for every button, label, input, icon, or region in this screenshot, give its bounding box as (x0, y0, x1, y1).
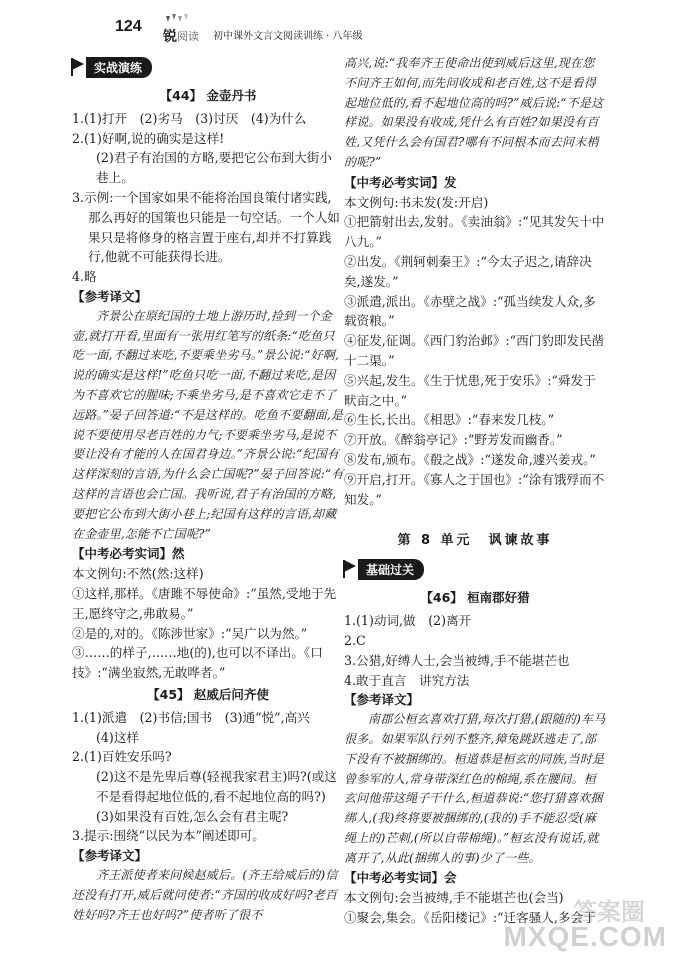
exercise-title-45: 【45】 赵威后问齐使 (147, 686, 269, 702)
logo-main-text: 锐 (163, 29, 177, 45)
reference-translation-continued: 高兴,说:“我奉齐王使命出使到威后这里,现在您不问齐王如何,而先问收成和老百姓,这不是看得起地位低的,看不起地位高的吗?”威后说:“不是这样说。如果没有收成,凭什么有百姓?如果没有百姓,又凭什么会有国君?哪有不问根本而去问末梢的呢?” (344, 56, 604, 169)
reference-translation: 齐景公在原纪国的土地上游历时,捡到一个金壶,就打开看,里面有一张用红笔写的纸条:“吃鱼只吃一面,不翻过来吃,不要乘坐劣马。”景公说:“好啊,说的确实是这样!”吃鱼只吃一面,不翻过来吃,是因为不喜欢它的腥味;不乘坐劣马,是不喜欢它走不了远路。”晏子回答道:“不是这样的。吃鱼不要翻面,是说不要使用尽老百姓的力气;不要乘坐劣马,是说不要让没有才能的人在国君身边。”齐景公说:“纪国有这样深刻的言语,为什么会亡国呢?”晏子回答说:“有这样的言语也会亡国。我听说,君子有治国的方略,要把它公布到大街小巷上;纪国有这样的言语,却藏在金壶里,怎能不亡国呢?” (72, 308, 344, 541)
book-title: 初中课外文言文阅读训练 · 八年级 (213, 31, 363, 42)
must-word-item: ②出发。《荆轲刺秦王》:“今太子迟之,请辞决矣,遂发。” (344, 253, 592, 289)
exercise-title-46: 【46】 桓南郡好猎 (420, 590, 530, 606)
must-word-example: 本文例句:书未发(发:开启) (344, 194, 489, 210)
flag-icon (70, 58, 84, 76)
reference-translation-label: 【参考译文】 (72, 288, 148, 304)
reference-translation-label: 【参考译文】 (344, 692, 420, 708)
reference-translation: 南郡公桓玄喜欢打猎,每次打猎,(跟随的)车马很多。如果军队行列不整齐,獐兔跳跃逃走了,部下没有不被捆绑的。桓道恭是桓玄的同族,当时是曾参军的人,常身带深红色的棉绳,系在腰间。桓玄问他带这绳子干什么,桓道恭说:“您打猎喜欢捆绑人,(我)终将要被捆绑的,(我的)手不能忍受(麻绳上的)芒刺,(所以自带棉绳)。”桓玄没有说话,就离开了,从此(捆绑人的事)少了一些。 (344, 712, 606, 865)
answer-line: (3)如果没有百姓,怎么会有君主呢? (96, 808, 289, 824)
must-word-label: 【中考必考实词】然 (72, 546, 185, 562)
must-word-item: ①这样,那样。《唐雎不辱使命》:“虽然,受地于先王,愿终守之,弗敢易。” (72, 585, 337, 621)
must-word-label: 【中考必考实词】会 (344, 870, 457, 886)
must-word-item: ⑧发布,颁布。《殽之战》:“遂发命,遽兴姜戎。” (344, 451, 596, 467)
section-tag-basics: 基础过关 (342, 558, 424, 580)
watermark-cn: 答案圈 (573, 898, 645, 926)
answer-line: 3.公猎,好缚人士,会当被缚,手不能堪芒也 (344, 652, 570, 668)
must-word-example: 本文例句:会当被缚,手不能堪芒也(会当) (344, 890, 564, 906)
must-word-example: 本文例句:不然(然:这样) (72, 566, 204, 582)
page-number: 124 (115, 18, 142, 35)
exercise-title-44: 【44】 金壶丹书 (159, 88, 257, 103)
must-word-item: ⑥生长,长出。《相思》:“春来发几枝。” (344, 412, 555, 428)
must-word-item: ⑨开启,打开。《寡人之于国也》:“涂有饿殍而不知发。” (344, 471, 605, 507)
answer-line: 4.略 (72, 269, 97, 285)
left-column (72, 54, 344, 925)
answer-line: (2)这不是先卑后尊(轻视我家君主)吗?(或这不是看得起地位低的,看不起地位高的吗?) (96, 769, 337, 804)
answer-line: 1.(1)派遣 (2)书信;国书 (3)通“悦”,高兴 (72, 709, 310, 725)
answer-line: 2.C (344, 632, 366, 648)
must-word-item: ②是的,对的。《陈涉世家》:“吴广以为然。” (72, 625, 308, 641)
answer-line: 2.(1)百姓安乐吗? (72, 749, 172, 765)
section-tag-practice: 实战演练 (70, 56, 152, 78)
unit-title: 第 8 单元 讽谏故事 (397, 533, 553, 549)
answer-line: (4)这样 (96, 729, 140, 745)
must-word-item: ①聚会,集会。《岳阳楼记》:“迁客骚人,多会于 (344, 910, 596, 926)
watermark: MXQE.COM (503, 921, 667, 952)
must-word-item: ④征发,征调。《西门豹治邺》:“西门豹即发民凿十二渠。” (344, 333, 605, 368)
must-word-item: ③派遣,派出。《赤壁之战》:“孤当续发人众,多载资粮。” (344, 293, 596, 329)
must-word-item: ⑦开放。《醉翁亭记》:“野芳发而幽香。” (344, 432, 563, 448)
answer-line: 4.敢于直言 讲究方法 (344, 672, 470, 688)
answer-line: 3.示例:一个国家如果不能将治国良策付诸实践,那么再好的国策也只能是一句空话。一个人如果只是将修身的格言置于座右,却并不打算践行,他就不可能获得长进。 (72, 189, 340, 265)
page-header (0, 0, 675, 48)
must-word-item: ①把箭射出去,发射。《卖油翁》:“见其发矢十中八九。” (344, 214, 605, 250)
answer-line: 3.提示:围绕“以民为本”阐述即可。 (72, 828, 265, 844)
right-column (344, 54, 606, 928)
answer-line: 2.(1)好啊,说的确实是这样! (72, 130, 225, 146)
answer-line: 1.(1)动词,做 (2)离开 (344, 613, 472, 629)
reference-translation-label: 【参考译文】 (72, 848, 148, 864)
answer-line: (2)君子有治国的方略,要把它公布到大街小巷上。 (96, 150, 332, 186)
must-word-item: ⑤兴起,发生。《生于忧患,死于安乐》:“舜发于畎亩之中。” (344, 372, 596, 408)
logo-sub-text: 阅读 (177, 30, 199, 43)
must-word-label: 【中考必考实词】发 (344, 174, 457, 190)
answer-line: 1.(1)打开 (2)劣马 (3)讨厌 (4)为什么 (72, 110, 307, 126)
flag-icon (342, 560, 356, 578)
reference-translation: 齐王派使者来问候赵威后。(齐王给威后的)信还没有打开,威后就问使者:“齐国的收成好吗?老百姓好吗?齐王也好吗?”使者听了很不 (72, 868, 338, 922)
must-word-item: ③……的样子,……地(的),也可以不译出。《口技》:“满坐寂然,无敢哗者。” (72, 645, 323, 681)
